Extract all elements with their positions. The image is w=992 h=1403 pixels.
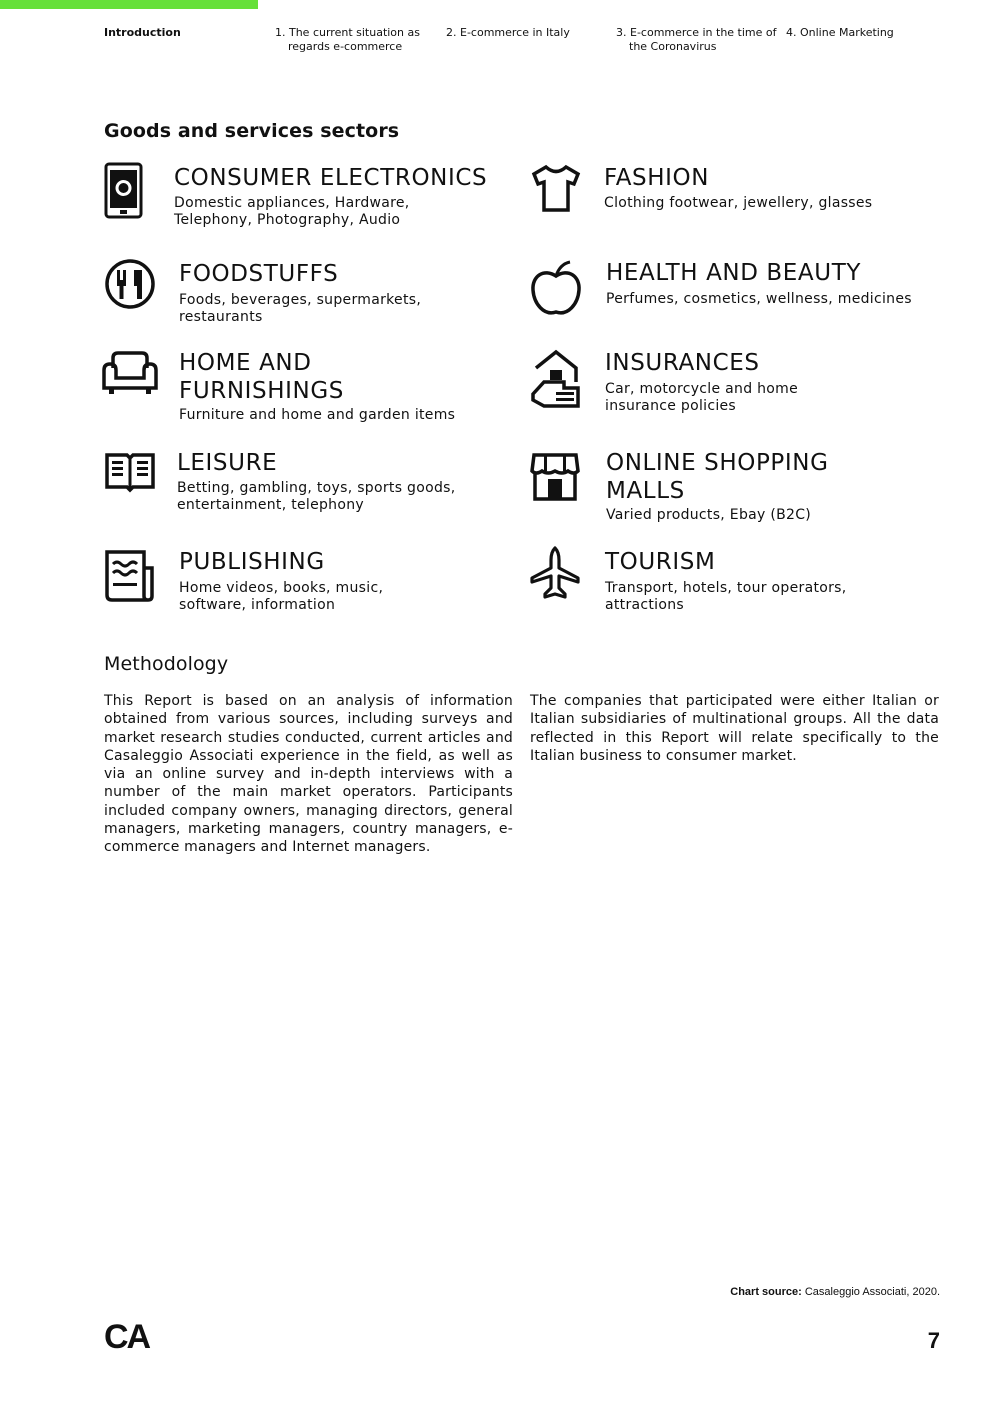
nav-item-coronavirus[interactable]: 3. E-commerce in the time of the Coronavirus: [616, 26, 777, 53]
hand-house-icon: [530, 348, 582, 414]
sector-description: Domestic appliances, Hardware, Telephony, Photography, Audio: [174, 195, 410, 228]
tshirt-icon: [530, 162, 582, 214]
apple-icon: [530, 258, 582, 318]
sector-description: Betting, gambling, toys, sports goods, entertainment, telephony: [177, 480, 456, 513]
airplane-icon: [530, 546, 580, 600]
sector-name: ONLINE SHOPPING MALLS: [606, 450, 829, 504]
smartphone-icon: [104, 162, 144, 220]
sector-name: INSURANCES: [605, 350, 760, 376]
sector-name: LEISURE: [177, 450, 278, 476]
sector-name: FOODSTUFFS: [179, 261, 339, 287]
chart-source-text: Casaleggio Associati, 2020.: [801, 1286, 940, 1298]
sectors-heading: Goods and services sectors: [104, 120, 400, 142]
sector-name: PUBLISHING: [179, 549, 325, 575]
sector-description: Transport, hotels, tour operators, attractions: [605, 580, 847, 613]
sector-name: FASHION: [604, 165, 710, 191]
sector-name: HEALTH AND BEAUTY: [606, 260, 862, 286]
sector-description: Perfumes, cosmetics, wellness, medicines: [606, 291, 912, 307]
armchair-icon: [101, 348, 159, 398]
methodology-heading: Methodology: [104, 653, 229, 675]
fork-knife-icon: [104, 258, 156, 310]
nav-item-online-marketing[interactable]: 4. Online Marketing: [786, 26, 894, 39]
sector-description: Home videos, books, music, software, information: [179, 580, 384, 613]
methodology-paragraph-right: The companies that participated were either Italian or Italian subsidiaries of multinational groups. All the data reflected in this Report will relate specifically to the Italian business to consumer market.: [530, 693, 939, 764]
open-book-icon: [104, 449, 156, 495]
nav-item-current-situation[interactable]: 1. The current situation as regards e-commerce: [275, 26, 420, 53]
newspaper-icon: [104, 548, 156, 604]
chart-source: [730, 1286, 940, 1298]
sector-name: TOURISM: [605, 549, 716, 575]
chart-source-label: Chart source:: [730, 1286, 802, 1298]
ca-logo: CA: [104, 1318, 150, 1356]
nav-item-introduction[interactable]: Introduction: [104, 26, 181, 39]
sector-description: Foods, beverages, supermarkets, restaurants: [179, 292, 422, 325]
accent-bar: [0, 0, 258, 9]
page-number: 7: [927, 1328, 940, 1353]
methodology-paragraph-left: This Report is based on an analysis of information obtained from various sources, including surveys and market research studies conducted, current articles and Casaleggio Associati experience in the field, as well as via an online survey and in-depth interviews with a number of the main market operators. Participants included company owners, managing directors, general managers, marketing managers, country managers, e-commerce managers and Internet managers.: [104, 693, 513, 856]
sector-name: CONSUMER ELECTRONICS: [174, 165, 488, 191]
sector-description: Clothing footwear, jewellery, glasses: [604, 195, 873, 211]
nav-item-ecommerce-italy[interactable]: 2. E-commerce in Italy: [446, 26, 570, 39]
sector-description: Furniture and home and garden items: [179, 407, 456, 423]
storefront-icon: [530, 449, 580, 503]
sector-description: Car, motorcycle and home insurance policies: [605, 381, 799, 414]
sector-name: HOME AND FURNISHINGS: [179, 350, 344, 404]
sector-description: Varied products, Ebay (B2C): [606, 507, 812, 523]
